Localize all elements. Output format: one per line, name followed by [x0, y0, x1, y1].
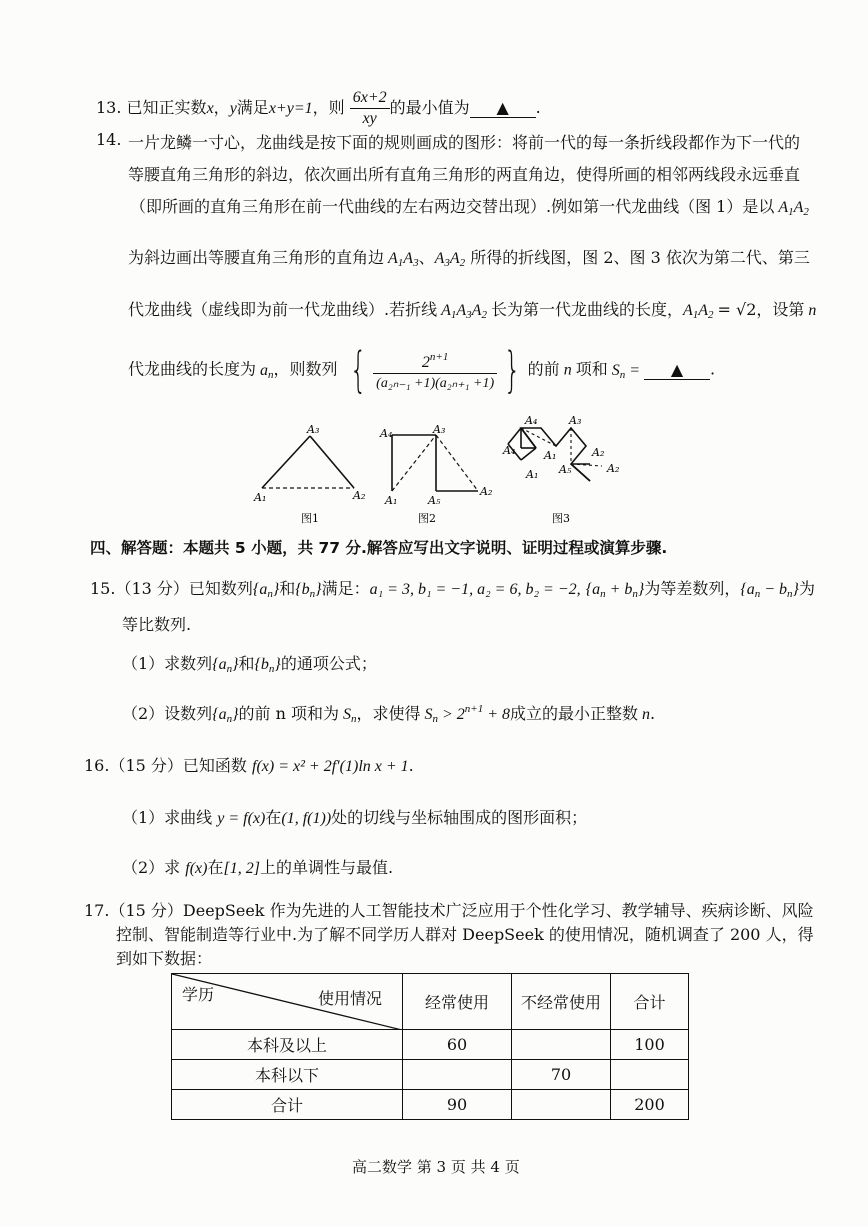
answer-blank[interactable]: ▲	[470, 98, 536, 118]
svg-text:A₃: A₃	[569, 414, 582, 427]
question-14-number: 14.	[96, 130, 122, 149]
fig1-caption: 图1	[301, 512, 319, 525]
question-15: 15.（13 分）已知数列$\{a_n\}$和$\{b_n\}$满足：a₁ = 3, b₁ = −1, a₂ = 6, b₂ = −2, $\{a_n + b_n\}$为等差数列，$\{a_n - b_n\}$为	[90, 579, 815, 600]
table-row: 本科及以上 60 100	[172, 1030, 689, 1060]
q13-number: 13.	[96, 98, 122, 117]
q15-part-1: （1）求数列$\{a_n\}$和$\{b_n\}$的通项公式；	[122, 654, 377, 675]
header-cell: 经常使用	[403, 974, 512, 1030]
q14-line-2: 等腰直角三角形的斜边，依次画出所有直角三角形的两直角边，使得所画的相邻两线段永远垂直	[128, 165, 801, 184]
q13-fraction: $\frac{6x+2}{xy}$	[350, 88, 390, 129]
svg-text:A₂: A₂	[592, 446, 605, 459]
q14-line-5: 代龙曲线（虚线即为前一代龙曲线）.若折线 $A_1A_3A_2$ 长为第一代龙曲线的长度，$A_1A_2 = √2$，设第 n	[128, 300, 817, 321]
q17-line-3: 到如下数据：	[116, 949, 213, 968]
fig2-caption: 图2	[418, 512, 436, 525]
q15-part-2: （2）设数列$\{a_n\}$的前 n 项和为 $S_n$，求使得 $S_n > 2^{n+1} + 8$成立的最小正整数 n.	[122, 703, 656, 725]
svg-text:A₅: A₅	[559, 463, 572, 476]
svg-text:A₁: A₁	[526, 468, 539, 481]
corner-right-label: 使用情况	[317, 989, 382, 1008]
q14-sequence-fraction: $\frac{2^{n+1}}{\text{(a₂ₙ₋₁ +1)(a₂ₙ₊₁ +1)}}$	[373, 347, 497, 394]
svg-text:A₁: A₁	[544, 449, 557, 462]
q16-part-1: （1）求曲线 y = f(x)在(1, f(1))处的切线与坐标轴围成的图形面积；	[122, 808, 588, 827]
survey-table	[171, 973, 689, 1120]
corner-left-label: 学历	[182, 985, 215, 1004]
figure-2	[379, 423, 492, 525]
table-row: 本科以下 70	[172, 1060, 689, 1090]
q16-part-2: （2）求 f(x)在[1, 2]上的单调性与最值.	[122, 858, 394, 877]
svg-text:A₁: A₁	[385, 494, 398, 507]
fig3-caption: 图3	[552, 512, 570, 525]
answer-blank[interactable]: ▲	[644, 360, 710, 380]
question-16: 16.（15 分）已知函数 f(x) = x² + 2f′(1)ln x + 1.	[84, 756, 414, 775]
question-17: 17.（15 分）DeepSeek 作为先进的人工智能技术广泛应用于个性化学习、教学辅导、疾病诊断、风险	[84, 901, 814, 920]
q14-line-3: （即所画的直角三角形在前一代曲线的左右两边交替出现）.例如第一代龙曲线（图 1）是以 $A_1A_2$	[130, 197, 809, 218]
svg-text:A₅: A₅	[428, 494, 441, 507]
page-footer: 高二数学 第 3 页 共 4 页	[352, 1158, 520, 1176]
svg-text:A₄: A₄	[503, 444, 516, 457]
header-cell: 合计	[611, 974, 689, 1030]
question-13: 13. 已知正实数x，y满足x+y=1，则 $\frac{6x+2}{xy}$ 的最小值为 ▲ .	[96, 89, 541, 127]
label-a2: A₂	[353, 489, 366, 502]
table-corner-cell	[172, 974, 403, 1030]
svg-text:A₄: A₄	[380, 427, 393, 440]
q17-line-2: 控制、智能制造等行业中.为了解不同学历人群对 DeepSeek 的使用情况，随机调查了 200 人，得	[116, 925, 814, 944]
q15-line-2: 等比数列.	[122, 615, 192, 634]
svg-text:A₂: A₂	[480, 485, 493, 498]
svg-text:A₃: A₃	[433, 423, 446, 436]
q14-line-6: 代龙曲线的长度为 $a_n$，则数列 { $\frac{2^{n+1}}{\text{(a₂ₙ₋₁ +1)(a₂ₙ₊₁ +1)}}$ } 的前 n 项和 $S_n$ = ▲ .	[128, 342, 716, 398]
q14-line-4: 为斜边画出等腰直角三角形的直角边 $A_1A_3$、$A_3A_2$ 所得的折线图，图 2、图 3 依次为第二代、第三	[128, 248, 810, 269]
svg-text:A₂: A₂	[607, 462, 620, 475]
figure-1	[253, 423, 365, 525]
svg-text:A₄: A₄	[525, 414, 538, 427]
section-4-header: 四、解答题：本题共 5 小题，共 77 分.解答应写出文字说明、证明过程或演算步骤.	[90, 539, 668, 557]
q14-line-1: 一片龙鳞一寸心，龙曲线是按下面的规则画成的图形：将前一代的每一条折线段都作为下一代的	[128, 133, 801, 152]
fig1-side-a1a3	[262, 436, 310, 488]
fig1-side-a3a2	[310, 436, 354, 488]
dragon-curve-figures	[240, 408, 640, 528]
label-a1: A₁	[254, 491, 267, 504]
header-cell: 不经常使用	[512, 974, 611, 1030]
label-a3: A₃	[307, 423, 320, 436]
table-row: 合计 90 200	[172, 1090, 689, 1120]
figure-3	[502, 414, 619, 525]
